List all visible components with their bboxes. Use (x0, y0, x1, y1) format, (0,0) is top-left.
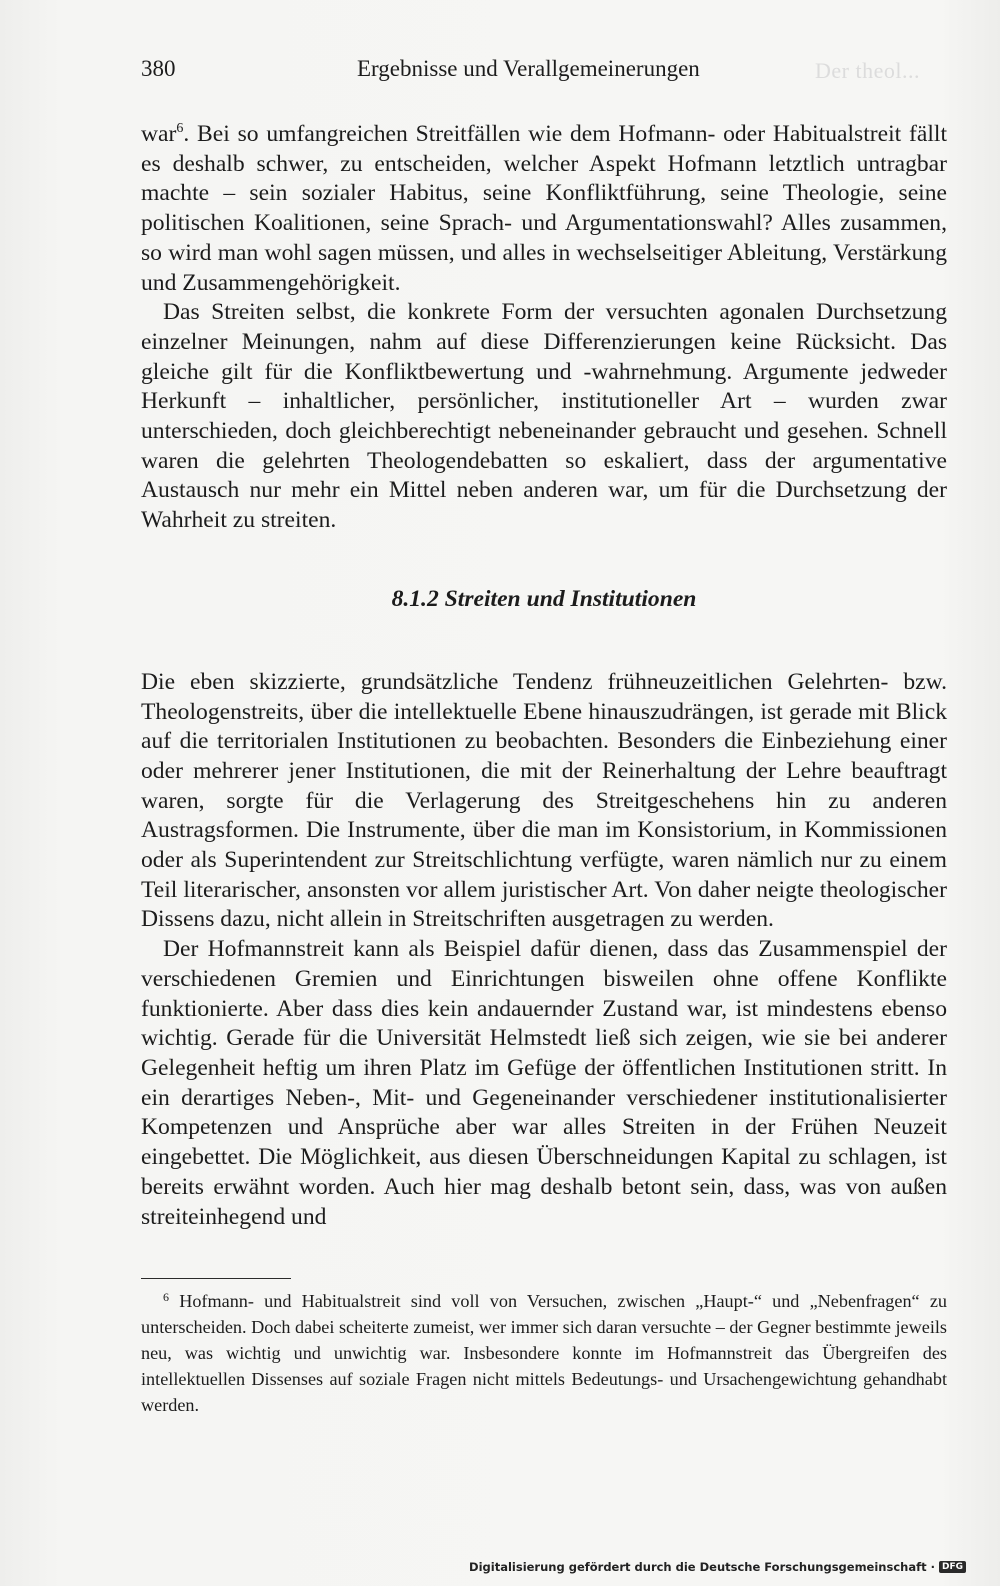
footnote-divider (141, 1278, 291, 1279)
bleed-through-text: Der theol... (815, 58, 920, 83)
digitization-credit (469, 1560, 966, 1574)
footnote-6 (141, 1288, 947, 1418)
paragraph-3: Die eben skizzierte, grundsätzliche Tendenz frühneuzeitlichen Gelehrten- bzw. Theologenstreits, über die intellektuelle Ebene hinauszudrängen, ist gerade mit Blick auf die territorialen Institutionen zu beobachten. Besonders die Einbeziehung einer oder mehrerer jener Institutionen, die mit der Reinerhaltung der Lehre beauftragt waren, sorgte für die Verlagerung des Streitgeschehens hin zu anderen Austragsformen. Die Instrumente, über die man im Konsistorium, in Kommissionen oder als Superintendent zur Streitschlichtung verfügte, waren nämlich nur zu einem Teil literarischer, ansonsten vor allem juristischer Art. Von daher neigte theologischer Dissens dazu, nicht allein in Streitschriften ausgetragen zu werden. (141, 668, 947, 933)
page-header (141, 52, 891, 86)
dfg-logo-icon: DFG (939, 1561, 966, 1573)
page-number: 380 (141, 56, 176, 81)
footnote-number: 6 (163, 1290, 169, 1304)
credit-text: Digitalisierung gefördert durch die Deutsche Forschungsgemeinschaft · (469, 1560, 935, 1574)
main-text (141, 120, 947, 1232)
section-heading: 8.1.2 Streiten und Institutionen (391, 585, 697, 612)
footnotes (141, 1288, 947, 1418)
paragraph-1 (141, 120, 947, 298)
footnote-text: Hofmann- und Habitualstreit sind voll von Versuchen, zwischen „Haupt-“ und „Nebenfragen“ zu unterscheiden. Doch dabei scheiterte zumeist, wer immer sich daran versuchte – der Gegner bestimmte jeweils neu, was wichtig und unwichtig war. Insbesondere konnte im Hofmannstreit das Übergreifen des intellektuellen Dissenses auf soziale Fragen nicht mittels Bedeutungs- und Ursachengewichtung gehandhabt werden. (141, 1291, 948, 1415)
paragraph-lead: war (141, 121, 177, 147)
paragraph-text: . Bei so umfangreichen Streitfällen wie dem Hofmann- oder Habitualstreit fällt es deshalb schwer, zu entscheiden, welcher Aspekt Hofmann letztlich untragbar machte – sein sozialer Habitus, seine Konfliktführung, seine Theologie, seine politischen Koalitionen, seine Sprach- und Argumentationswahl? Alles zusammen, so wird man wohl sagen müssen, und alles in wechselseitiger Ableitung, Verstärkung und Zusammengehörigkeit. (141, 121, 947, 296)
paragraph-4: Der Hofmannstreit kann als Beispiel dafür dienen, dass das Zusammenspiel der verschiedenen Gremien und Einrichtungen bisweilen ohne offene Konflikte funktionierte. Aber dass dies kein andauernder Zustand war, ist mindestens ebenso wichtig. Gerade für die Universität Helmstedt ließ sich zeigen, wie sie bei anderer Gelegenheit heftig um ihren Platz im Gefüge der öffentlichen Institutionen stritt. In ein derartiges Neben-, Mit- und Gegeneinander verschiedener institutionalisierter Kompetenzen und Ansprüche aber war alles Streiten in der Frühen Neuzeit eingebettet. Die Möglichkeit, aus diesen Überschneidungen Kapital zu schlagen, ist bereits erwähnt worden. Auch hier mag deshalb betont sein, dass, was von außen streiteinhegend und (141, 936, 947, 1230)
paragraph-2: Das Streiten selbst, die konkrete Form der versuchten agonalen Durchsetzung einzelner Meinungen, nahm auf diese Differenzierungen keine Rücksicht. Das gleiche gilt für die Konfliktbewertung und -wahrnehmung. Argumente jedweder Herkunft – inhaltlicher, persönlicher, institutioneller Art – wurden zwar unterschieden, doch gleichberechtigt nebeneinander gebraucht und gesehen. Schnell waren die gelehrten Theologendebatten so eskaliert, dass der argumentative Austausch nur mehr ein Mittel neben anderen war, um für die Durchsetzung der Wahrheit zu streiten. (141, 299, 947, 534)
footnote-reference[interactable]: 6 (176, 121, 184, 136)
running-title: Ergebnisse und Verallgemeinerungen (357, 56, 700, 81)
